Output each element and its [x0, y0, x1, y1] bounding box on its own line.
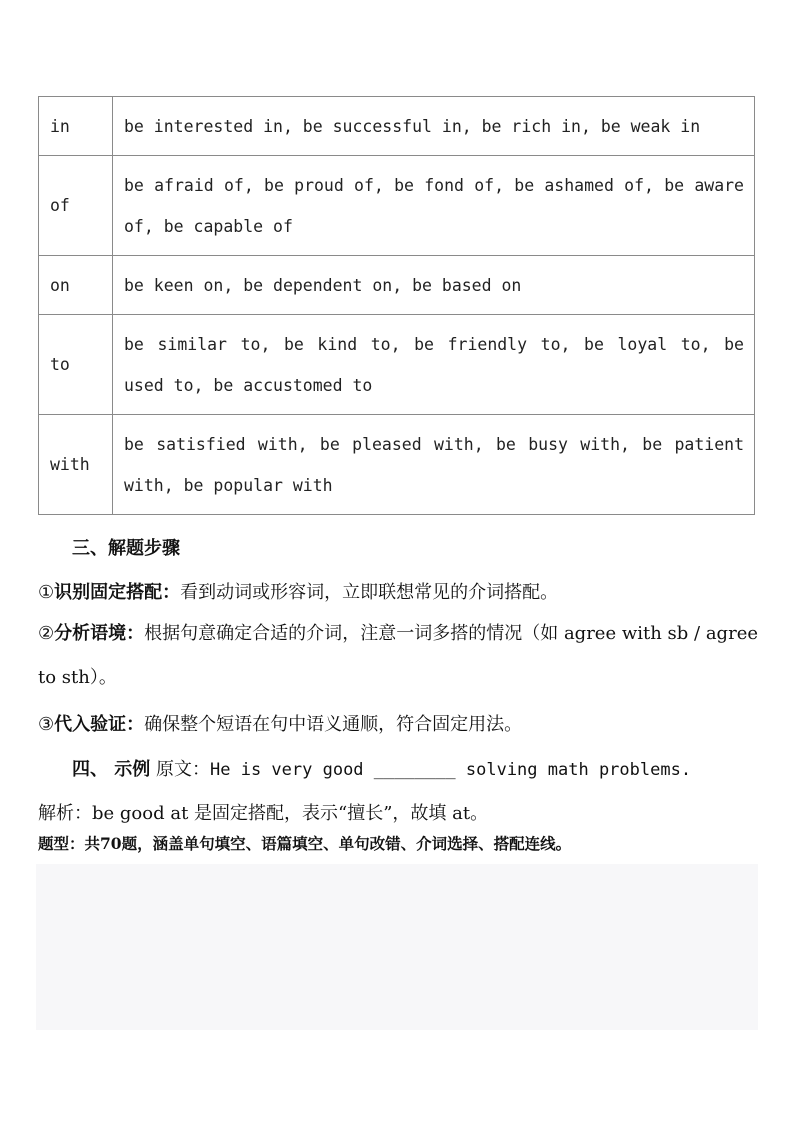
phrases-cell: be afraid of, be proud of, be fond of, be ashamed of, be aware of, be capable of [113, 156, 755, 256]
step-1 [38, 578, 758, 604]
step-2 [38, 612, 758, 700]
step-text: 看到动词或形容词，立即联想常见的介词搭配。 [180, 582, 559, 603]
preposition-cell: with [39, 415, 113, 515]
analysis-line: 解析：be good at 是固定搭配，表示“擅长”，故填 at。 [38, 803, 489, 824]
example-line [72, 755, 792, 781]
phrases-cell: be satisfied with, be pleased with, be busy with, be patient with, be popular with [113, 415, 755, 515]
phrases-cell: be keen on, be dependent on, be based on [113, 256, 755, 315]
phrases-cell: be interested in, be successful in, be rich in, be weak in [113, 97, 755, 156]
step-number: ① [38, 582, 55, 603]
step-number: ② [38, 623, 55, 644]
step-label: 识别固定搭配： [54, 582, 181, 603]
phrases-cell: be similar to, be kind to, be friendly to, be loyal to, be used to, be accustomed to [113, 315, 755, 415]
table-row [39, 415, 755, 515]
section-heading-steps: 三、解题步骤 [72, 538, 180, 559]
table-row [39, 97, 755, 156]
preposition-cell: in [39, 97, 113, 156]
original-sentence: He is very good ________ solving math problems. [210, 760, 692, 780]
table-row [39, 156, 755, 256]
step-label: 代入验证： [54, 714, 145, 735]
step-label: 分析语境： [54, 623, 145, 644]
table-row [39, 256, 755, 315]
blank-panel [36, 864, 758, 1030]
step-number: ③ [38, 714, 55, 735]
collocation-table [38, 96, 755, 515]
step-text: 确保整个短语在句中语义通顺，符合固定用法。 [144, 714, 523, 735]
section-heading-example: 四、 示例 [72, 759, 151, 780]
preposition-cell: of [39, 156, 113, 256]
table-row [39, 315, 755, 415]
step-text: 根据句意确定合适的介词，注意一词多搭的情况（如 agree with sb / agree to sth）。 [38, 623, 758, 688]
preposition-cell: to [39, 315, 113, 415]
question-types: 题型：共70题，涵盖单句填空、语篇填空、单句改错、介词选择、搭配连线。 [38, 834, 572, 853]
step-3 [38, 710, 758, 736]
preposition-cell: on [39, 256, 113, 315]
original-label: 原文： [156, 759, 211, 780]
